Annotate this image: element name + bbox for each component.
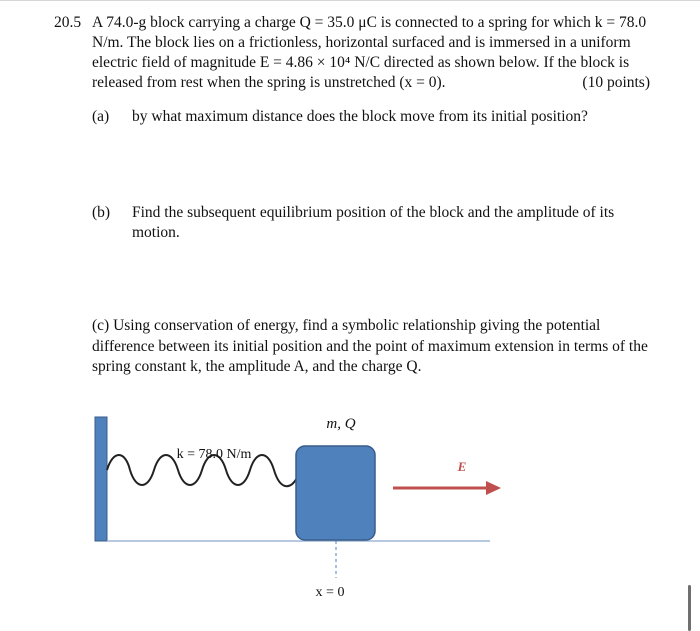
top-divider <box>0 0 700 1</box>
part-c-question-line-1: (c) Using conservation of energy, find a symbolic relationship giving the potential <box>92 317 601 334</box>
part-b-question-line-1: Find the subsequent equilibrium position of the block and the amplitude of its <box>132 204 615 221</box>
wall <box>95 417 107 541</box>
problem-number: 20.5 <box>54 14 82 31</box>
field-label: E <box>457 459 467 474</box>
points-label: (10 points) <box>582 74 650 91</box>
part-c-question-line-3: spring constant k, the amplitude A, and the charge Q. <box>92 358 422 375</box>
problem-text-line-3: electric field of magnitude E = 4.86 × 10⁴ N/C directed as shown below. If the block is <box>92 54 630 71</box>
electric-field-arrow-icon <box>486 481 501 495</box>
part-a-question: by what maximum distance does the block move from its initial position? <box>132 108 588 125</box>
problem-text-line-1: A 74.0-g block carrying a charge Q = 35.0 μC is connected to a spring for which k = 78.0 <box>92 14 647 31</box>
scrollbar[interactable] <box>688 585 691 631</box>
part-b-label: (b) <box>92 204 111 221</box>
block-label: m, Q <box>326 416 356 432</box>
charged-block <box>296 446 375 540</box>
problem-text-line-4: released from rest when the spring is unstretched (x = 0). <box>92 74 446 91</box>
part-a-label: (a) <box>92 108 110 125</box>
origin-label: x = 0 <box>315 585 345 600</box>
spring-constant-label: k = 78.0 N/m <box>176 447 252 462</box>
problem-text-line-2: N/m. The block lies on a frictionless, horizontal surfaced and is immersed in a uniform <box>92 34 631 51</box>
spring-block-diagram <box>0 400 700 610</box>
part-b-question-line-2: motion. <box>132 224 180 241</box>
part-c-question-line-2: difference between its initial position and the point of maximum extension in terms of the <box>92 338 648 355</box>
